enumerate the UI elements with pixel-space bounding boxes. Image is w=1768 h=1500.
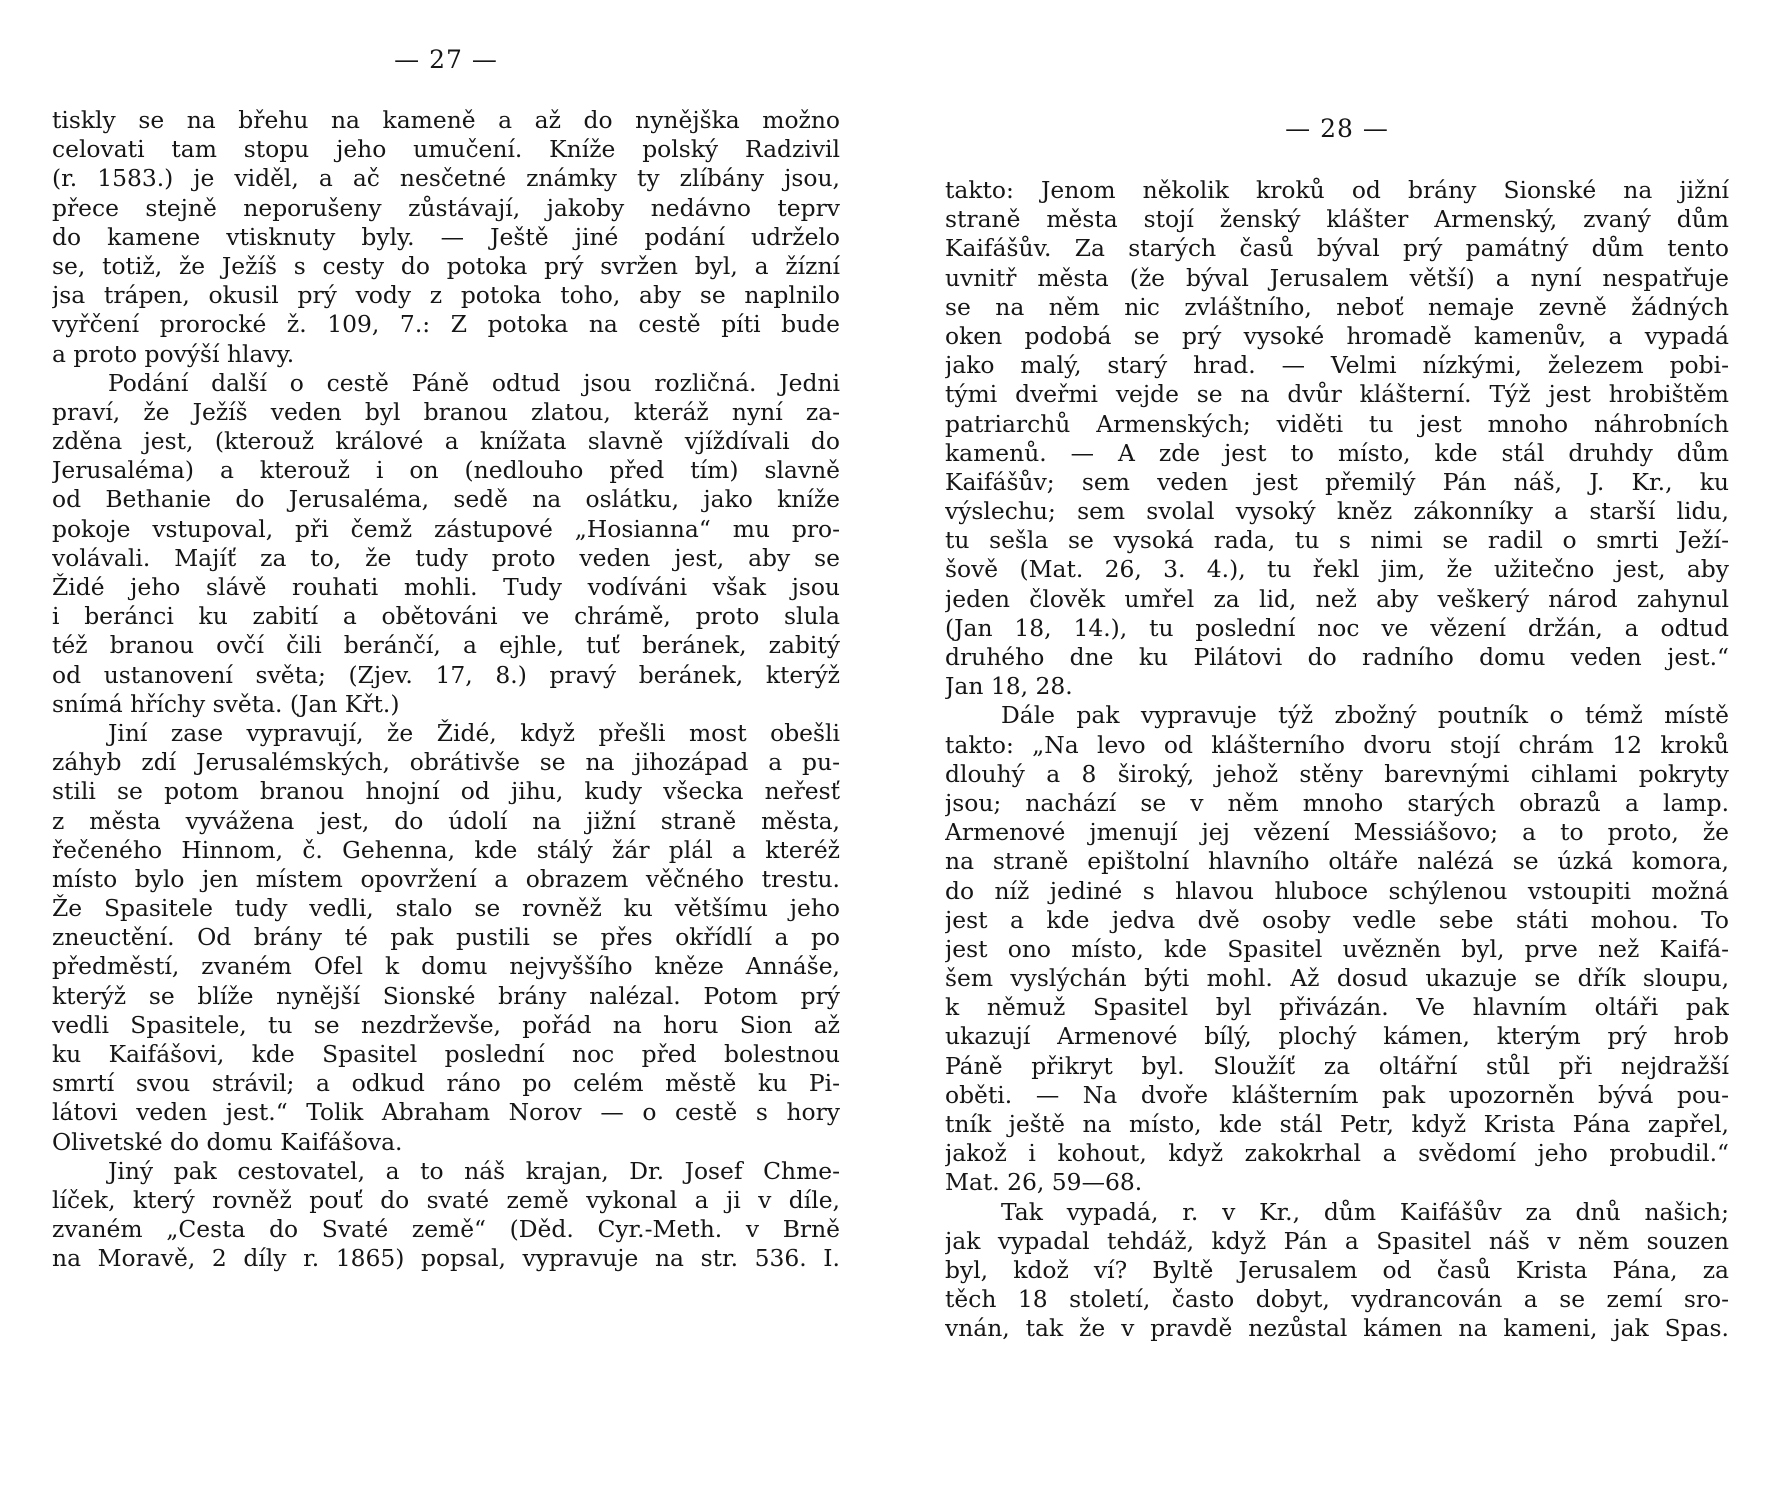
text-line: Jiný pak cestovatel, a to náš krajan, Dr. Josef Chme- — [108, 1156, 840, 1185]
text-line: celovati tam stopu jeho umučení. Kníže polský Radzivil — [52, 135, 840, 164]
text-line: Že Spasitele tudy vedli, stalo se rovněž ku většímu jeho — [52, 894, 840, 923]
text-line: jeden člověk umřel za lid, než aby veškerý národ zahynul — [945, 584, 1729, 613]
text-line: Podání další o cestě Páně odtud jsou rozličná. Jedni — [108, 368, 840, 397]
text-line: druhého dne ku Pilátovi do radního domu veden jest.“ — [945, 643, 1729, 671]
left-page-number: — 27 — — [394, 45, 498, 74]
text-line: (r. 1583.) je viděl, a ač nesčetné známky ty zlíbány jsou, — [52, 164, 840, 193]
text-line: řečeného Hinnom, č. Gehenna, kde stálý žár plál a kteréž — [52, 835, 840, 864]
text-line: předměstí, zvaném Ofel k domu nejvyššího kněze Annáše, — [52, 952, 840, 981]
text-line: jest ono místo, kde Spasitel uvězněn byl, prve než Kaifá- — [945, 934, 1729, 963]
text-line: takto: „Na levo od klášterního dvoru stojí chrám 12 kroků — [945, 730, 1729, 759]
text-line: Jan 18, 28. — [945, 672, 1073, 701]
text-line: jak vypadal tehdáž, když Pán a Spasitel náš v něm souzen — [945, 1226, 1729, 1255]
text-line: tník ještě na místo, kde stál Petr, když Krista Pána zapřel, — [945, 1110, 1729, 1138]
text-line: patriarchů Armenských; viděti tu jest mnoho náhrobních — [945, 409, 1729, 438]
text-line: do kamene vtisknuty byly. — Ještě jiné podání udrželo — [52, 222, 840, 251]
text-line: tu sešla se vysoká rada, tu s nimi se radil o smrti Ježí- — [945, 526, 1729, 555]
text-line: šově (Mat. 26, 3. 4.), tu řekl jim, že užitečno jest, aby — [945, 555, 1729, 584]
text-line: vyřčení prorocké ž. 109, 7.: Z potoka na cestě píti bude — [52, 310, 840, 339]
text-line: Páně přikryt byl. Sloužíť za oltářní stůl při nejdražší — [945, 1051, 1729, 1080]
text-line: uvnitř města (že býval Jerusalem větší) a nyní nespatřuje — [945, 263, 1729, 292]
text-line: Kaifášův; sem veden jest přemilý Pán náš, J. Kr., ku — [945, 467, 1729, 496]
text-line: do níž jediné s hlavou hluboce schýlenou vstoupiti možná — [945, 876, 1729, 905]
text-line: se, totiž, že Ježíš s cesty do potoka prý svržen byl, a žízní — [52, 251, 840, 280]
text-line: přece stejně neporušeny zůstávají, jakoby nedávno teprv — [52, 193, 840, 222]
text-line: se na něm nic zvláštního, neboť nemaje zevně žádných — [945, 292, 1729, 321]
text-line: oběti. — Na dvoře klášterním pak upozorněn bývá pou- — [945, 1080, 1729, 1109]
text-line: Tak vypadá, r. v Kr., dům Kaifášův za dnů našich; — [1001, 1197, 1729, 1226]
text-line: straně města stojí ženský klášter Armenský, zvaný dům — [945, 205, 1729, 234]
text-line: místo bylo jen místem opovržení a obrazem věčného trestu. — [52, 864, 840, 893]
text-line: šem vyslýchán býti mohl. Až dosud ukazuje se dřík sloupu, — [945, 964, 1729, 993]
text-line: Mat. 26, 59—68. — [945, 1168, 1143, 1197]
right-page-number: — 28 — — [1285, 114, 1389, 143]
text-line: z města vyvážena jest, do údolí na jižní straně města, — [52, 806, 840, 835]
text-line: zvaném „Cesta do Svaté země“ (Děd. Cyr.-Meth. v Brně — [52, 1215, 840, 1244]
text-line: takto: Jenom několik kroků od brány Sionské na jižní — [945, 176, 1729, 204]
text-line: vedli Spasitele, tu se nezdrževše, pořád na horu Sion až — [52, 1010, 840, 1039]
text-line: volávali. Majíť za to, že tudy proto veden jest, aby se — [52, 543, 840, 572]
text-line: tiskly se na břehu na kameně a až do nynějška možno — [52, 106, 840, 134]
text-line: dlouhý a 8 široký, jehož stěny barevnými cihlami pokryty — [945, 759, 1729, 788]
text-line: ku Kaifášovi, kde Spasitel poslední noc před bolestnou — [52, 1040, 840, 1068]
text-line: ukazují Armenové bílý, plochý kámen, kterým prý hrob — [945, 1022, 1729, 1051]
text-line: zděna jest, (kterouž králové a knížata slavně vjíždívali do — [52, 427, 840, 456]
text-line: záhyb zdí Jerusalémských, obrátivše se na jihozápad a pu- — [52, 748, 840, 777]
text-line: těch 18 století, často dobyt, vydrancován a se zemí sro- — [945, 1285, 1729, 1314]
text-line: (Jan 18, 14.), tu poslední noc ve vězení držán, a odtud — [945, 613, 1729, 642]
text-line: Olivetské do domu Kaifášova. — [52, 1127, 403, 1156]
text-line: Jiní zase vypravují, že Židé, když přešli most obešli — [108, 718, 840, 747]
text-line: zneuctění. Od brány té pak pustili se přes okřídlí a po — [52, 923, 840, 952]
text-line: látovi veden jest.“ Tolik Abraham Norov — o cestě s hory — [52, 1098, 840, 1127]
text-line: na straně epištolní hlavního oltáře nalézá se úzká komora, — [945, 847, 1729, 876]
text-line: jsa trápen, okusil prý vody z potoka toho, aby se naplnilo — [52, 281, 840, 310]
text-line: smrtí svou strávil; a odkud ráno po celém městě ku Pi- — [52, 1069, 840, 1098]
text-line: líček, který rovněž pouť do svaté země vykonal a ji v díle, — [52, 1185, 840, 1214]
text-line: k němuž Spasitel byl přivázán. Ve hlavním oltáři pak — [945, 993, 1729, 1022]
right-page-text — [945, 176, 1729, 1344]
text-line: pokoje vstupoval, při čemž zástupové „Hosianna“ mu pro- — [52, 514, 840, 543]
left-page-text — [52, 106, 840, 1274]
text-line: kamenů. — A zde jest to místo, kde stál druhdy dům — [945, 438, 1729, 467]
text-line: byl, kdož ví? Byltě Jerusalem od časů Krista Pána, za — [945, 1255, 1729, 1284]
text-line: Židé jeho slávě rouhati mohli. Tudy vodíváni však jsou — [52, 573, 840, 601]
text-line: Kaifášův. Za starých časů býval prý památný dům tento — [945, 234, 1729, 263]
text-line: i beránci ku zabití a obětováni ve chrámě, proto slula — [52, 602, 840, 631]
text-line: stili se potom branou hnojní od jihu, kudy všecka neřesť — [52, 777, 840, 806]
text-line: tými dveřmi vejde se na dvůr klášterní. Týž jest hrobištěm — [945, 380, 1729, 409]
text-line: oken podobá se prý vysoké hromadě kamenův, a vypadá — [945, 321, 1729, 350]
text-line: kterýž se blíže nynější Sionské brány nalézal. Potom prý — [52, 981, 840, 1010]
text-line: jako malý, starý hrad. — Velmi nízkými, železem pobi- — [945, 351, 1729, 380]
text-line: praví, že Ježíš veden byl branou zlatou, kteráž nyní za- — [52, 397, 840, 426]
text-line: Jerusaléma) a kterouž i on (nedlouho před tím) slavně — [52, 456, 840, 485]
text-line: vnán, tak že v pravdě nezůstal kámen na kameni, jak Spas. — [945, 1314, 1729, 1343]
text-line: jsou; nachází se v něm mnoho starých obrazů a lamp. — [945, 788, 1729, 817]
text-line: a proto povýší hlavy. — [52, 339, 295, 368]
text-line: jakož i kohout, když zakokrhal a svědomí jeho probudil.“ — [945, 1139, 1729, 1168]
text-line: výslechu; sem svolal vysoký kněz zákonníky a starší lidu, — [945, 497, 1729, 526]
text-line: jest a kde jedva dvě osoby vedle sebe státi mohou. To — [945, 905, 1729, 934]
text-line: snímá hříchy světa. (Jan Křt.) — [52, 689, 400, 718]
text-line: na Moravě, 2 díly r. 1865) popsal, vypravuje na str. 536. I. — [52, 1244, 840, 1273]
text-line: Dále pak vypravuje týž zbožný poutník o témž místě — [1001, 701, 1729, 730]
text-line: též branou ovčí čili beránčí, a ejhle, tuť beránek, zabitý — [52, 631, 840, 660]
text-line: od Bethanie do Jerusaléma, sedě na oslátku, jako kníže — [52, 485, 840, 514]
text-line: Armenové jmenují jej vězení Messiášovo; a to proto, že — [945, 818, 1729, 847]
text-line: od ustanovení světa; (Zjev. 17, 8.) pravý beránek, kterýž — [52, 660, 840, 689]
